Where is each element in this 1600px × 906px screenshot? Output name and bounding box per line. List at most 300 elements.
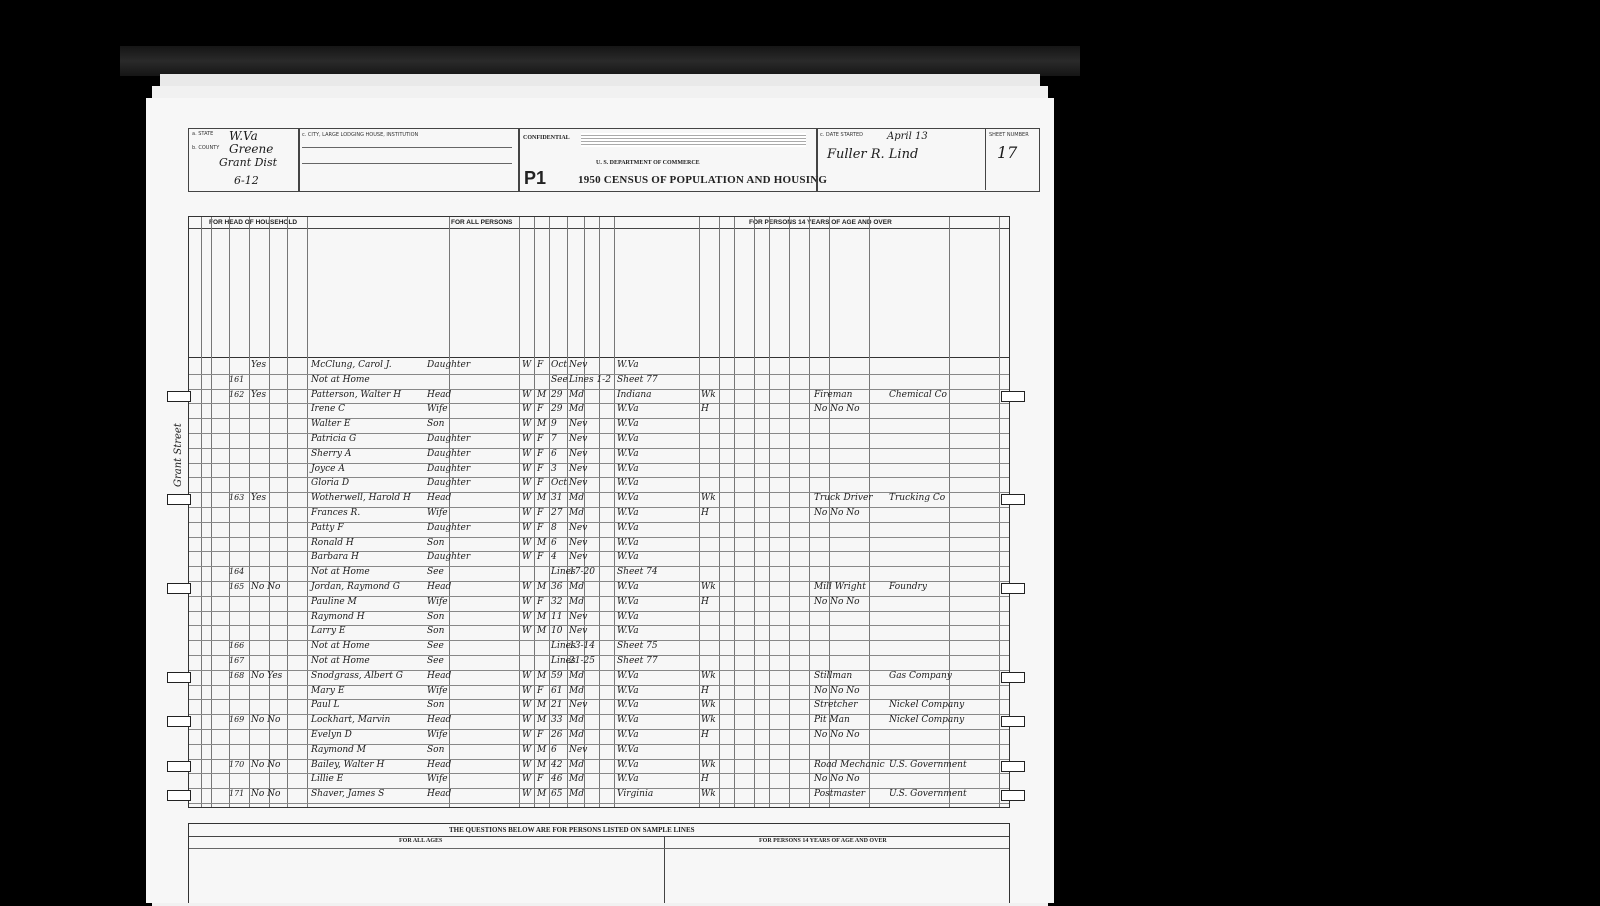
- row-birth: W.Va: [617, 744, 639, 755]
- sheet-number-value: 17: [997, 143, 1018, 162]
- row-rel: Wife: [427, 774, 448, 785]
- location-header-box: [188, 128, 300, 192]
- row-name: Patty F: [311, 522, 344, 533]
- row-age: 46: [551, 774, 563, 785]
- row-work: H: [701, 730, 709, 740]
- row-occ: No No No: [814, 730, 860, 740]
- row-occ: Stillman: [814, 670, 853, 681]
- row-age: 3: [551, 463, 557, 474]
- row-birth: W.Va: [617, 759, 639, 770]
- row-marital: Nev: [569, 448, 588, 459]
- row-rel: Daughter: [427, 463, 471, 474]
- row-rel: Head: [427, 759, 452, 770]
- row-sex: F: [537, 478, 544, 489]
- row-age: 6: [551, 744, 557, 755]
- county-label: b. COUNTY: [192, 145, 220, 151]
- row-marital: Md: [569, 582, 584, 592]
- row-occ: No No No: [814, 508, 860, 518]
- row-race: W: [522, 360, 532, 370]
- row-marital: 17-20: [569, 567, 595, 578]
- row-birth: W.Va: [617, 448, 639, 459]
- row-rel: Daughter: [427, 434, 471, 444]
- row-birth: Sheet 77: [617, 656, 658, 666]
- row-name: Larry E: [311, 626, 346, 637]
- row-sex: F: [537, 360, 544, 370]
- city-label: c. CITY, LARGE LODGING HOUSE, INSTITUTION: [302, 132, 419, 138]
- census-title: 1950 CENSUS OF POPULATION AND HOUSING: [578, 174, 828, 186]
- sample-line-marker: [167, 391, 191, 402]
- sample-line-marker-right: [1001, 391, 1025, 402]
- row-name: Not at Home: [311, 567, 370, 578]
- row-marital: 21-25: [569, 656, 595, 666]
- row-name: Mary E: [311, 685, 345, 696]
- row-race: W: [522, 596, 532, 607]
- row-work: H: [701, 596, 709, 607]
- row-ind: U.S. Government: [889, 759, 967, 770]
- row-marital: Md: [569, 774, 584, 785]
- row-work: H: [701, 774, 709, 785]
- row-birth: W.Va: [617, 508, 639, 518]
- row-yes: Yes: [251, 389, 267, 400]
- row-birth: W.Va: [617, 493, 639, 504]
- row-dwelling: 170: [229, 759, 245, 769]
- row-dwelling: 163: [229, 493, 245, 503]
- row-race: W: [522, 670, 532, 681]
- sample-line-marker-right: [1001, 583, 1025, 594]
- sample-line-marker: [167, 672, 191, 683]
- row-dwelling: 162: [229, 389, 245, 399]
- row-sex: F: [537, 596, 544, 607]
- row-age: 59: [551, 670, 563, 681]
- row-occ: No No No: [814, 685, 860, 696]
- row-dwelling: 164: [229, 567, 245, 577]
- row-occ: No No No: [814, 596, 860, 607]
- row-marital: Md: [569, 404, 584, 415]
- row-race: W: [522, 389, 532, 400]
- row-name: Frances R.: [311, 508, 361, 518]
- row-age: 6: [551, 537, 557, 548]
- row-name: Pauline M: [311, 596, 357, 607]
- row-birth: W.Va: [617, 537, 639, 548]
- row-age: Lines: [551, 641, 576, 652]
- row-marital: Nev: [569, 419, 588, 430]
- row-race: W: [522, 730, 532, 740]
- row-occ: Stretcher: [814, 700, 858, 711]
- row-race: W: [522, 611, 532, 622]
- state-label: a. STATE: [192, 131, 214, 137]
- row-sex: F: [537, 522, 544, 533]
- film-top-edge: [120, 46, 1080, 76]
- row-sex: M: [537, 759, 547, 770]
- row-work: Wk: [701, 715, 716, 726]
- row-sex: M: [537, 700, 547, 711]
- row-name: McClung, Carol J.: [311, 360, 392, 370]
- row-rel: Son: [427, 700, 445, 711]
- enumerator-signature: Fuller R. Lind: [827, 147, 919, 162]
- row-race: W: [522, 478, 532, 489]
- row-rel: Wife: [427, 596, 448, 607]
- sample-line-marker: [167, 494, 191, 505]
- row-age: 29: [551, 389, 563, 400]
- confidential-label: CONFIDENTIAL: [523, 135, 570, 141]
- district-value: Grant Dist: [219, 156, 278, 169]
- row-work: Wk: [701, 759, 716, 770]
- row-rel: Head: [427, 582, 452, 592]
- row-rel: Wife: [427, 404, 448, 415]
- row-sex: F: [537, 774, 544, 785]
- row-name: Not at Home: [311, 656, 370, 666]
- row-name: Snodgrass, Albert G: [311, 670, 403, 681]
- row-sex: M: [537, 419, 547, 430]
- row-race: W: [522, 419, 532, 430]
- row-marital: Nev: [569, 611, 588, 622]
- ed-number-value: 6-12: [234, 174, 259, 187]
- row-marital: Nev: [569, 434, 588, 444]
- row-marital: Md: [569, 685, 584, 696]
- row-rel: Head: [427, 389, 452, 400]
- row-name: Not at Home: [311, 374, 370, 385]
- sample-line-marker-right: [1001, 716, 1025, 727]
- row-birth: W.Va: [617, 596, 639, 607]
- row-name: Bailey, Walter H: [311, 759, 385, 770]
- row-occ: Road Mechanic: [814, 759, 885, 770]
- row-birth: W.Va: [617, 463, 639, 474]
- row-race: W: [522, 522, 532, 533]
- row-dwelling: 168: [229, 670, 245, 680]
- row-rel: Daughter: [427, 522, 471, 533]
- row-name: Gloria D: [311, 478, 350, 489]
- row-age: 29: [551, 404, 563, 415]
- sample-questions-section: [188, 823, 1010, 903]
- enumeration-date-box: [816, 128, 1040, 192]
- row-race: W: [522, 774, 532, 785]
- row-birth: W.Va: [617, 670, 639, 681]
- band-household: FOR HEAD OF HOUSEHOLD: [209, 219, 298, 226]
- row-birth: W.Va: [617, 404, 639, 415]
- row-name: Raymond M: [311, 744, 367, 755]
- row-rel: Head: [427, 670, 452, 681]
- row-age: Oct: [551, 478, 568, 489]
- row-birth: Sheet 77: [617, 374, 658, 385]
- row-occ: Fireman: [814, 389, 853, 400]
- row-dwelling: 167: [229, 656, 245, 665]
- row-rel: Son: [427, 626, 445, 637]
- row-sex: M: [537, 493, 547, 504]
- row-occ: Mill Wright: [814, 582, 866, 592]
- row-age: See: [551, 374, 568, 385]
- row-sex: F: [537, 448, 544, 459]
- row-dwelling: 166: [229, 641, 245, 651]
- row-birth: W.Va: [617, 774, 639, 785]
- row-ind: Trucking Co: [889, 493, 946, 504]
- row-sex: M: [537, 744, 547, 755]
- row-birth: W.Va: [617, 552, 639, 563]
- row-name: Patricia G: [311, 434, 357, 444]
- row-race: W: [522, 552, 532, 563]
- row-rel: Son: [427, 611, 445, 622]
- row-sex: F: [537, 404, 544, 415]
- row-divider: [189, 803, 1009, 804]
- sample-line-marker: [167, 583, 191, 594]
- row-name: Joyce A: [311, 463, 345, 474]
- row-race: W: [522, 626, 532, 637]
- row-rel: Wife: [427, 508, 448, 518]
- row-age: 61: [551, 685, 563, 696]
- row-rel: Son: [427, 419, 445, 430]
- row-name: Ronald H: [311, 537, 354, 548]
- row-age: 65: [551, 789, 563, 800]
- row-sex: F: [537, 463, 544, 474]
- row-marital: Md: [569, 493, 584, 504]
- row-occ: No No No: [814, 404, 860, 415]
- band-14-years: FOR PERSONS 14 YEARS OF AGE AND OVER: [749, 219, 892, 226]
- row-rel: Daughter: [427, 448, 471, 459]
- row-occ: Pit Man: [814, 715, 850, 726]
- date-started-label: c. DATE STARTED: [820, 132, 863, 138]
- row-birth: W.Va: [617, 522, 639, 533]
- row-ind: Nickel Company: [889, 715, 965, 726]
- row-yes: No No: [251, 582, 281, 592]
- row-work: Wk: [701, 700, 716, 711]
- department-title: U. S. DEPARTMENT OF COMMERCE: [596, 160, 700, 166]
- row-yes: Yes: [251, 493, 267, 504]
- row-sex: F: [537, 552, 544, 563]
- row-rel: Head: [427, 493, 452, 504]
- row-birth: W.Va: [617, 360, 639, 370]
- row-name: Irene C: [311, 404, 346, 415]
- row-ind: Foundry: [889, 582, 927, 592]
- row-marital: Md: [569, 596, 584, 607]
- row-race: W: [522, 700, 532, 711]
- row-birth: Sheet 75: [617, 641, 658, 652]
- row-occ: Postmaster: [814, 789, 866, 800]
- row-yes: No No: [251, 715, 281, 726]
- sample-right-title: FOR PERSONS 14 YEARS OF AGE AND OVER: [759, 838, 887, 844]
- row-age: Lines: [551, 656, 576, 666]
- row-name: Patterson, Walter H: [311, 389, 402, 400]
- row-marital: 13-14: [569, 641, 595, 652]
- band-all-persons: FOR ALL PERSONS: [451, 219, 513, 226]
- row-age: 26: [551, 730, 563, 740]
- row-name: Lillie E: [311, 774, 344, 785]
- row-work: H: [701, 508, 709, 518]
- row-marital: Nev: [569, 478, 588, 489]
- sample-line-marker-right: [1001, 761, 1025, 772]
- sample-line-marker-right: [1001, 790, 1025, 801]
- row-name: Jordan, Raymond G: [311, 582, 400, 592]
- row-age: 9: [551, 419, 557, 430]
- row-ind: Gas Company: [889, 670, 952, 681]
- row-race: W: [522, 685, 532, 696]
- row-rel: Daughter: [427, 360, 471, 370]
- row-race: W: [522, 404, 532, 415]
- row-age: 27: [551, 508, 563, 518]
- sample-line-marker-right: [1001, 494, 1025, 505]
- row-rel: Head: [427, 715, 452, 726]
- row-race: W: [522, 759, 532, 770]
- row-sex: F: [537, 434, 544, 444]
- row-age: Lines: [551, 567, 576, 578]
- row-marital: Md: [569, 715, 584, 726]
- row-age: 8: [551, 522, 557, 533]
- sample-line-marker: [167, 790, 191, 801]
- row-marital: Md: [569, 670, 584, 681]
- row-race: W: [522, 582, 532, 592]
- row-occ: No No No: [814, 774, 860, 785]
- county-value: Greene: [229, 142, 274, 156]
- row-name: Sherry A: [311, 448, 352, 459]
- row-ind: U.S. Government: [889, 789, 967, 800]
- row-marital: Nev: [569, 360, 588, 370]
- row-work: H: [701, 685, 709, 696]
- row-marital: Md: [569, 508, 584, 518]
- population-schedule-table: [173, 216, 1010, 808]
- row-marital: Nev: [569, 522, 588, 533]
- row-name: Raymond H: [311, 611, 365, 622]
- row-age: 33: [551, 715, 563, 726]
- row-sex: F: [537, 730, 544, 740]
- row-rel: Wife: [427, 730, 448, 740]
- row-dwelling: 169: [229, 715, 245, 725]
- row-birth: Virginia: [617, 789, 654, 800]
- row-birth: W.Va: [617, 715, 639, 726]
- row-sex: M: [537, 389, 547, 400]
- row-ind: Chemical Co: [889, 389, 947, 400]
- row-rel: See: [427, 567, 444, 578]
- row-race: W: [522, 493, 532, 504]
- row-occ: Truck Driver: [814, 493, 873, 504]
- row-age: 11: [551, 611, 563, 622]
- row-name: Barbara H: [311, 552, 359, 563]
- row-work: Wk: [701, 389, 716, 400]
- row-race: W: [522, 434, 532, 444]
- row-sex: M: [537, 537, 547, 548]
- sheet-number-label: SHEET NUMBER: [989, 132, 1029, 138]
- row-race: W: [522, 715, 532, 726]
- row-birth: W.Va: [617, 582, 639, 592]
- row-age: 7: [551, 434, 557, 444]
- row-rel: Daughter: [427, 552, 471, 563]
- row-age: 32: [551, 596, 563, 607]
- sample-left-title: FOR ALL AGES: [399, 838, 443, 844]
- row-work: H: [701, 404, 709, 415]
- row-marital: Nev: [569, 552, 588, 563]
- form-code: P1: [524, 168, 547, 188]
- state-value: W.Va: [229, 129, 258, 143]
- row-yes: Yes: [251, 360, 267, 370]
- row-work: Wk: [701, 670, 716, 681]
- row-dwelling: 165: [229, 582, 245, 591]
- row-birth: W.Va: [617, 626, 639, 637]
- row-sex: M: [537, 582, 547, 592]
- row-sex: M: [537, 789, 547, 800]
- row-rel: Son: [427, 744, 445, 755]
- row-sex: M: [537, 715, 547, 726]
- row-sex: M: [537, 626, 547, 637]
- row-age: Oct: [551, 360, 568, 370]
- row-birth: W.Va: [617, 685, 639, 696]
- row-dwelling: 171: [229, 789, 245, 799]
- row-name: Wotherwell, Harold H: [311, 493, 411, 504]
- row-marital: Md: [569, 789, 584, 800]
- row-sex: F: [537, 508, 544, 518]
- row-name: Walter E: [311, 419, 351, 430]
- census-form-sheet: [146, 98, 1054, 903]
- row-sex: M: [537, 670, 547, 681]
- row-age: 6: [551, 448, 557, 459]
- row-marital: Nev: [569, 626, 588, 637]
- sample-line-marker: [167, 716, 191, 727]
- row-ind: Nickel Company: [889, 700, 965, 711]
- row-rel: See: [427, 656, 444, 666]
- row-yes: No Yes: [251, 670, 283, 681]
- row-age: 10: [551, 626, 563, 637]
- row-sex: F: [537, 685, 544, 696]
- row-marital: Nev: [569, 700, 588, 711]
- row-work: Wk: [701, 789, 716, 800]
- row-marital: Md: [569, 730, 584, 740]
- row-birth: Sheet 74: [617, 567, 658, 578]
- row-age: 36: [551, 582, 563, 592]
- row-race: W: [522, 448, 532, 459]
- sample-line-marker-right: [1001, 672, 1025, 683]
- address-header-box: [298, 128, 520, 192]
- row-race: W: [522, 537, 532, 548]
- row-birth: W.Va: [617, 434, 639, 444]
- row-birth: W.Va: [617, 730, 639, 740]
- row-yes: No No: [251, 789, 281, 800]
- row-marital: Md: [569, 759, 584, 770]
- row-race: W: [522, 508, 532, 518]
- row-age: 42: [551, 759, 563, 770]
- row-name: Evelyn D: [311, 730, 352, 740]
- row-marital: Lines 1-2: [569, 374, 611, 385]
- row-name: Shaver, James S: [311, 789, 385, 800]
- row-race: W: [522, 463, 532, 474]
- row-rel: Head: [427, 789, 452, 800]
- row-birth: W.Va: [617, 611, 639, 622]
- date-started-value: April 13: [887, 131, 928, 142]
- margin-street-note: Grant Street: [173, 423, 184, 487]
- row-marital: Nev: [569, 463, 588, 474]
- row-birth: Indiana: [617, 389, 652, 400]
- row-age: 21: [551, 700, 563, 711]
- row-dwelling: 161: [229, 374, 245, 384]
- row-rel: Daughter: [427, 478, 471, 489]
- row-race: W: [522, 744, 532, 755]
- row-sex: M: [537, 611, 547, 622]
- row-age: 4: [551, 552, 557, 563]
- row-race: W: [522, 789, 532, 800]
- row-yes: No No: [251, 759, 281, 770]
- row-birth: W.Va: [617, 700, 639, 711]
- row-name: Not at Home: [311, 641, 370, 652]
- sample-questions-title: THE QUESTIONS BELOW ARE FOR PERSONS LISTED ON SAMPLE LINES: [449, 826, 695, 834]
- row-marital: Md: [569, 389, 584, 400]
- row-rel: Son: [427, 537, 445, 548]
- row-age: 31: [551, 493, 563, 504]
- row-work: Wk: [701, 582, 716, 592]
- row-marital: Nev: [569, 744, 588, 755]
- row-name: Paul L: [311, 700, 340, 711]
- row-work: Wk: [701, 493, 716, 504]
- sample-line-marker: [167, 761, 191, 772]
- row-name: Lockhart, Marvin: [311, 715, 391, 726]
- row-marital: Nev: [569, 537, 588, 548]
- row-birth: W.Va: [617, 478, 639, 489]
- row-rel: See: [427, 641, 444, 652]
- row-rel: Wife: [427, 685, 448, 696]
